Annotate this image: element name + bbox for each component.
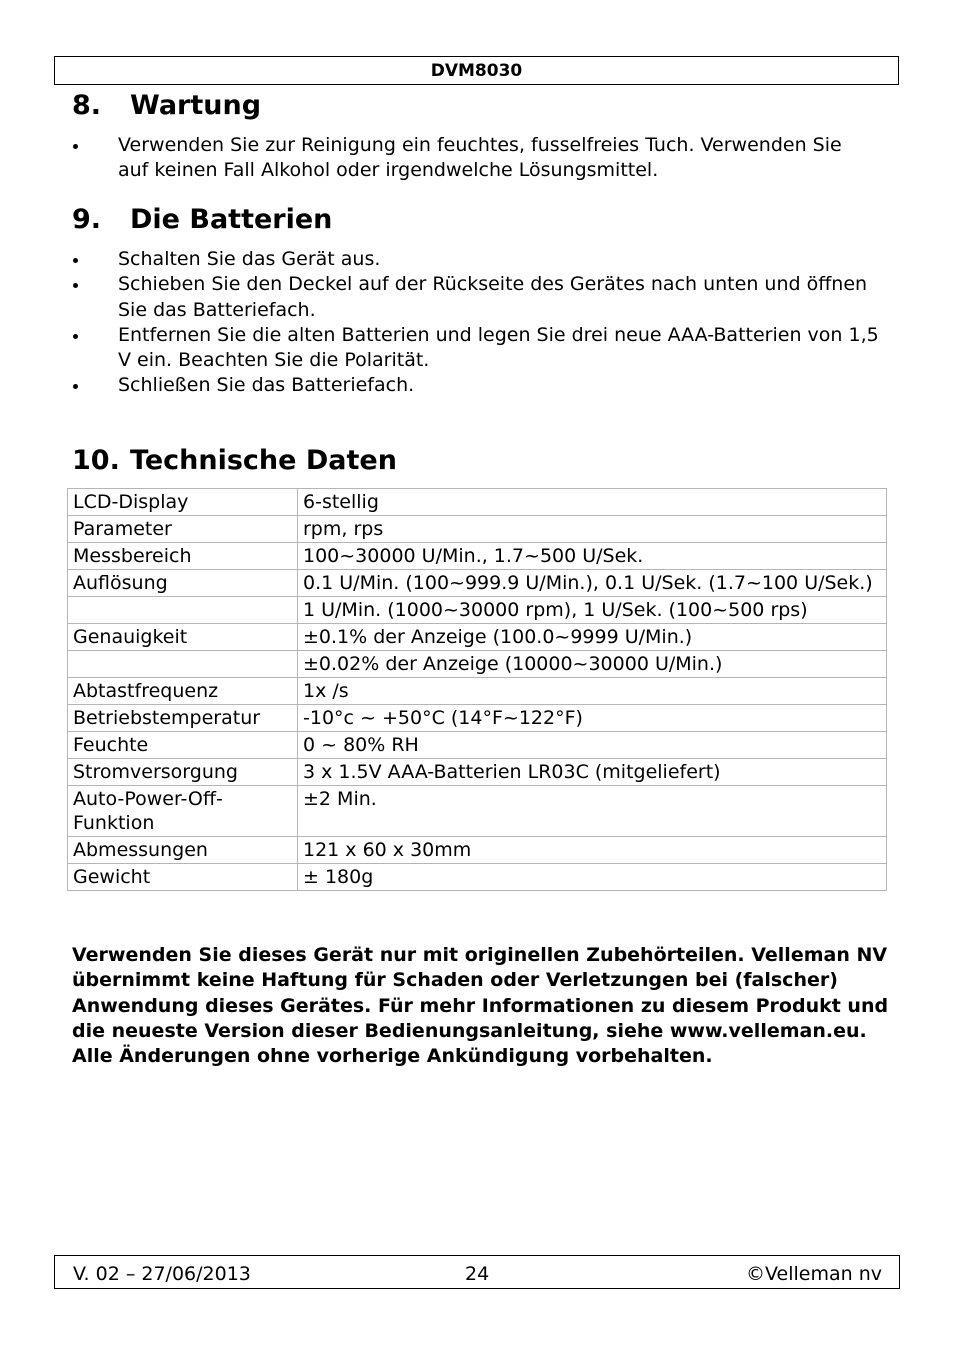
spec-value: 6-stellig bbox=[298, 489, 887, 516]
spec-label: Gewicht bbox=[68, 864, 298, 891]
table-row bbox=[68, 678, 887, 705]
table-row bbox=[68, 837, 887, 864]
table-row bbox=[68, 624, 887, 651]
section-number: 8. bbox=[72, 90, 102, 121]
spec-value: ±0.02% der Anzeige (10000~30000 U/Min.) bbox=[298, 651, 887, 678]
table-row bbox=[68, 597, 887, 624]
page-header bbox=[54, 56, 899, 85]
spec-value: 1x /s bbox=[298, 678, 887, 705]
model-name: DVM8030 bbox=[430, 61, 523, 81]
spec-value: ±0.1% der Anzeige (100.0~9999 U/Min.) bbox=[298, 624, 887, 651]
spec-label: Genauigkeit bbox=[68, 624, 298, 651]
list-item: Schalten Sie das Gerät aus. bbox=[72, 247, 892, 272]
section-number: 10. bbox=[72, 445, 120, 476]
table-row bbox=[68, 651, 887, 678]
list-item: Schieben Sie den Deckel auf der Rückseite des Gerätes nach unten und öffnen Sie das Batteriefach. bbox=[72, 272, 892, 323]
spec-label: Auflösung bbox=[68, 570, 298, 597]
table-row bbox=[68, 732, 887, 759]
spec-label: Auto-Power-Off-Funktion bbox=[68, 786, 298, 837]
disclaimer-notice: Verwenden Sie dieses Gerät nur mit originellen Zubehörteilen. Velleman NV übernimmt keine Haftung für Schaden oder Verletzungen bei (falscher) Anwendung dieses Gerätes. Für mehr Informationen zu diesem Produkt und die neueste Version dieser Bedienungsanleitung, siehe www.velleman.eu. Alle Änderungen ohne vorherige Ankündigung vorbehalten. bbox=[72, 944, 889, 1068]
spec-label bbox=[68, 651, 298, 678]
spec-label: Betriebstemperatur bbox=[68, 705, 298, 732]
table-row bbox=[68, 570, 887, 597]
spec-label: LCD-Display bbox=[68, 489, 298, 516]
list-item: Entfernen Sie die alten Batterien und legen Sie drei neue AAA-Batterien von 1,5 V ein. Beachten Sie die Polarität. bbox=[72, 323, 892, 374]
section-title: Technische Daten bbox=[130, 445, 397, 476]
section-heading-wartung bbox=[72, 90, 261, 122]
table-row bbox=[68, 864, 887, 891]
version-date: V. 02 – 27/06/2013 bbox=[73, 1263, 251, 1285]
spec-label: Parameter bbox=[68, 516, 298, 543]
list-item: Verwenden Sie zur Reinigung ein feuchtes, fusselfreies Tuch. Verwenden Sie auf keinen Fall Alkohol oder irgendwelche Lösungsmittel. bbox=[72, 133, 892, 184]
page-number: 24 bbox=[465, 1263, 490, 1285]
spec-value: ± 180g bbox=[298, 864, 887, 891]
list-item: Schließen Sie das Batteriefach. bbox=[72, 373, 892, 398]
spec-label: Messbereich bbox=[68, 543, 298, 570]
spec-value: 121 x 60 x 30mm bbox=[298, 837, 887, 864]
specs-table bbox=[67, 488, 887, 891]
table-row bbox=[68, 786, 887, 837]
spec-value: 100~30000 U/Min., 1.7~500 U/Sek. bbox=[298, 543, 887, 570]
table-row bbox=[68, 705, 887, 732]
section-heading-batterien bbox=[72, 204, 332, 236]
section-title: Die Batterien bbox=[130, 204, 333, 235]
table-row bbox=[68, 759, 887, 786]
spec-label: Abtastfrequenz bbox=[68, 678, 298, 705]
spec-label: Feuchte bbox=[68, 732, 298, 759]
spec-value: 0.1 U/Min. (100~999.9 U/Min.), 0.1 U/Sek. (1.7~100 U/Sek.) bbox=[298, 570, 887, 597]
table-row bbox=[68, 489, 887, 516]
spec-value: 0 ~ 80% RH bbox=[298, 732, 887, 759]
batterien-list bbox=[72, 247, 892, 399]
spec-label: Stromversorgung bbox=[68, 759, 298, 786]
section-number: 9. bbox=[72, 204, 102, 235]
spec-value: 3 x 1.5V AAA-Batterien LR03C (mitgeliefert) bbox=[298, 759, 887, 786]
spec-value: 1 U/Min. (1000~30000 rpm), 1 U/Sek. (100~500 rps) bbox=[298, 597, 887, 624]
spec-label: Abmessungen bbox=[68, 837, 298, 864]
page-footer bbox=[54, 1255, 900, 1289]
spec-value: ±2 Min. bbox=[298, 786, 887, 837]
spec-value: -10°c ~ +50°C (14°F~122°F) bbox=[298, 705, 887, 732]
table-row bbox=[68, 543, 887, 570]
wartung-list bbox=[72, 133, 892, 184]
copyright: ©Velleman nv bbox=[746, 1263, 882, 1285]
table-row bbox=[68, 516, 887, 543]
section-heading-technische-daten bbox=[72, 445, 397, 477]
section-title: Wartung bbox=[130, 90, 262, 121]
spec-label bbox=[68, 597, 298, 624]
spec-value: rpm, rps bbox=[298, 516, 887, 543]
